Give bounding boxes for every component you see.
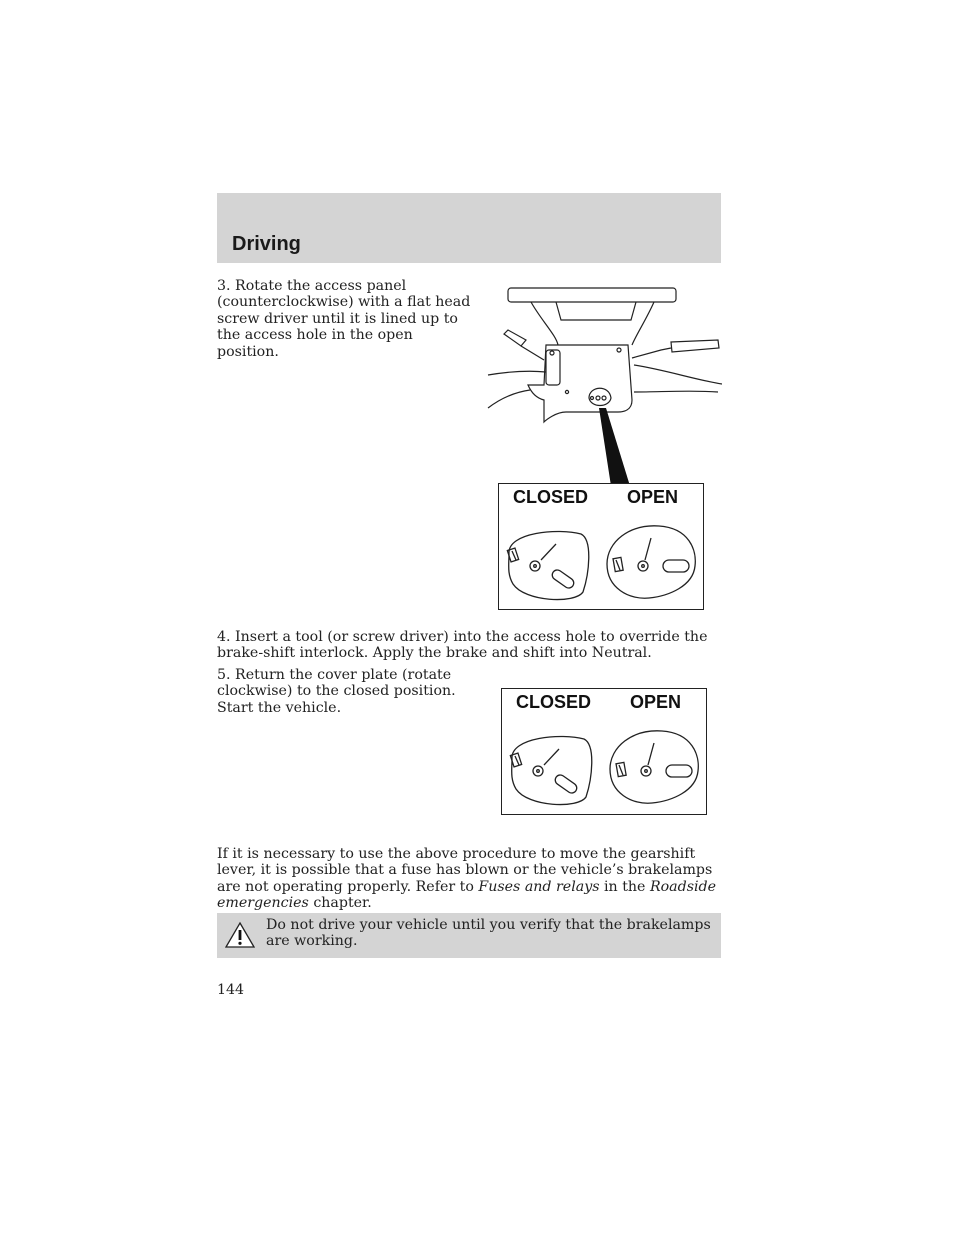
paragraph-text-2: in the (599, 878, 650, 895)
closed-open-diagram-1 (498, 483, 704, 610)
paragraph-text-3: chapter. (308, 895, 372, 912)
brakelamp-paragraph (217, 846, 721, 912)
open-label: OPEN (627, 487, 679, 507)
warning-triangle-icon (225, 921, 255, 949)
step-3-text: 3. Rotate the access panel (counterclockwise) with a flat head screw driver until it is lined up to the access hole in the open position. (217, 278, 471, 360)
closed-open-diagram-2 (501, 688, 707, 815)
steering-column-illustration (486, 280, 722, 486)
warning-box (217, 913, 721, 958)
step-5-text: 5. Return the cover plate (rotate clockwise) to the closed position. Start the vehicle. (217, 667, 456, 716)
lock-positions-graphic (502, 689, 708, 816)
open-label: OPEN (630, 692, 682, 712)
closed-label: CLOSED (516, 692, 592, 712)
closed-label: CLOSED (513, 487, 589, 507)
roadside-emergencies-reference: Roadside emergencies (217, 878, 717, 912)
paragraph-text-1: If it is necessary to use the above procedure to move the gearshift lever, it is possible that a fuse has blown or the vehicle’s brakelamps are not operating properly. Refer to (217, 846, 713, 895)
lock-positions-graphic (499, 484, 705, 611)
warning-text: Do not drive your vehicle until you verify that the brakelamps are working. (266, 917, 711, 950)
step-4-text: 4. Insert a tool (or screw driver) into the access hole to override the brake-shift interlock. Apply the brake and shift into Neutral. (217, 629, 708, 662)
fuses-relays-reference: Fuses and relays (478, 878, 600, 895)
section-header (217, 193, 721, 263)
section-title: Driving (232, 233, 301, 255)
page-number: 144 (217, 982, 245, 998)
